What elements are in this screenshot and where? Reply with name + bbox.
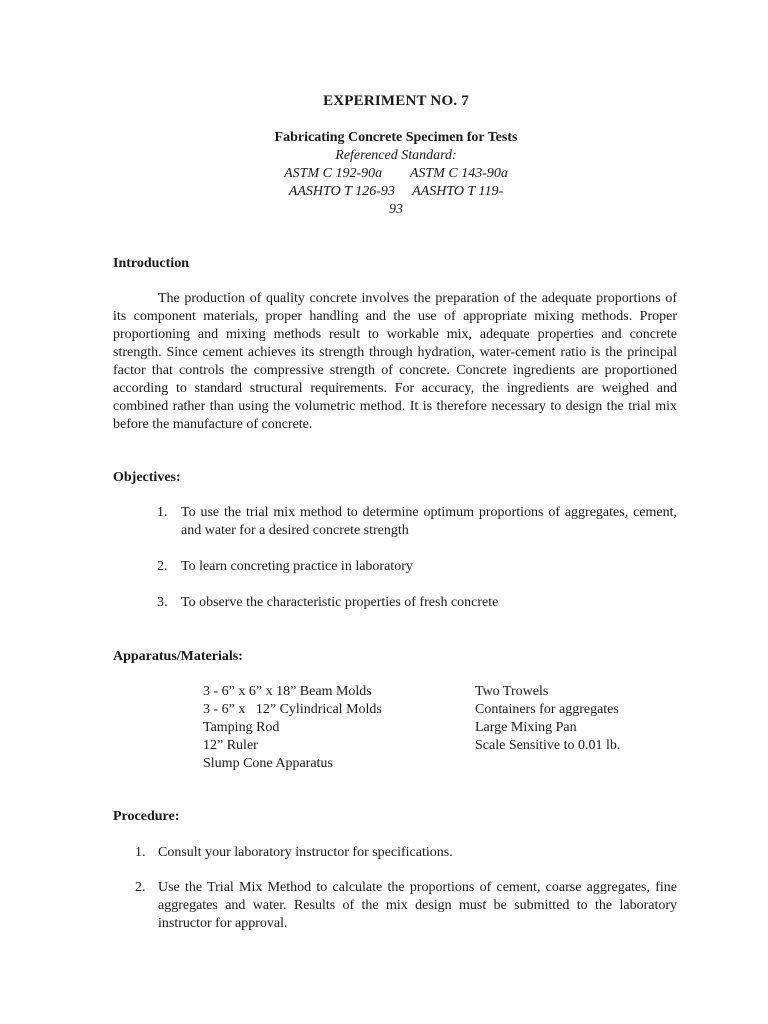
list-text: To use the trial mix method to determine optimum proportions of aggregates, cement, and water for a desired concrete strength [181,505,677,538]
introduction-paragraph: The production of quality concrete involves the preparation of the adequate proportions of its component materials, proper handling and the use of appropriate mixing methods. Proper proportioning and mixing methods result to workable mix, adequate properties and concrete strength. Since cement achieves its strength through hydration, water-cement ratio is the principal factor that controls the compressive strength of concrete. Concrete ingredients are proportioned according to standard structural requirements. For accuracy, the ingredients are weighed and combined rather than using the volumetric method. It is therefore necessary to design the trial mix before the manufacture of concrete. [113,291,677,432]
apparatus-item: Containers for aggregates [475,702,619,717]
standards-line-3: 93 [389,202,403,217]
objectives-heading: Objectives: [113,470,181,485]
apparatus-heading: Apparatus/Materials: [113,649,243,664]
list-text: To observe the characteristic properties of fresh concrete [181,595,499,610]
apparatus-item: 3 - 6” x 12” Cylindrical Molds [203,702,382,717]
referenced-standard-label: Referenced Standard: [335,148,457,163]
list-number: 3. [157,595,168,610]
apparatus-item: 3 - 6” x 6” x 18” Beam Molds [203,684,372,699]
apparatus-right-column [475,683,620,755]
apparatus-item: Tamping Rod [203,720,280,735]
experiment-number: EXPERIMENT NO. 7 [323,93,469,109]
list-number: 2. [135,880,146,895]
list-number: 1. [157,505,168,520]
list-text: Consult your laboratory instructor for specifications. [158,845,453,860]
list-text: Use the Trial Mix Method to calculate the proportions of cement, coarse aggregates, fine aggregates and water. Results of the mix design must be submitted to the laboratory instructor for approval. [158,880,677,931]
list-number: 1. [135,845,146,860]
document-title: Fabricating Concrete Specimen for Tests [274,130,518,145]
apparatus-item: Slump Cone Apparatus [203,756,333,771]
apparatus-left-column [203,683,382,773]
apparatus-item: Scale Sensitive to 0.01 lb. [475,738,621,753]
list-text: To learn concreting practice in laboratory [181,559,413,574]
procedure-heading: Procedure: [113,809,180,824]
apparatus-item: Large Mixing Pan [475,720,577,735]
apparatus-item: Two Trowels [475,684,549,699]
standards-line-1: ASTM C 192-90a ASTM C 143-90a [284,166,508,181]
introduction-heading: Introduction [113,256,189,271]
standards-line-2: AASHTO T 126-93 AASHTO T 119- [288,184,504,199]
apparatus-item: 12” Ruler [203,738,258,753]
list-number: 2. [157,559,168,574]
